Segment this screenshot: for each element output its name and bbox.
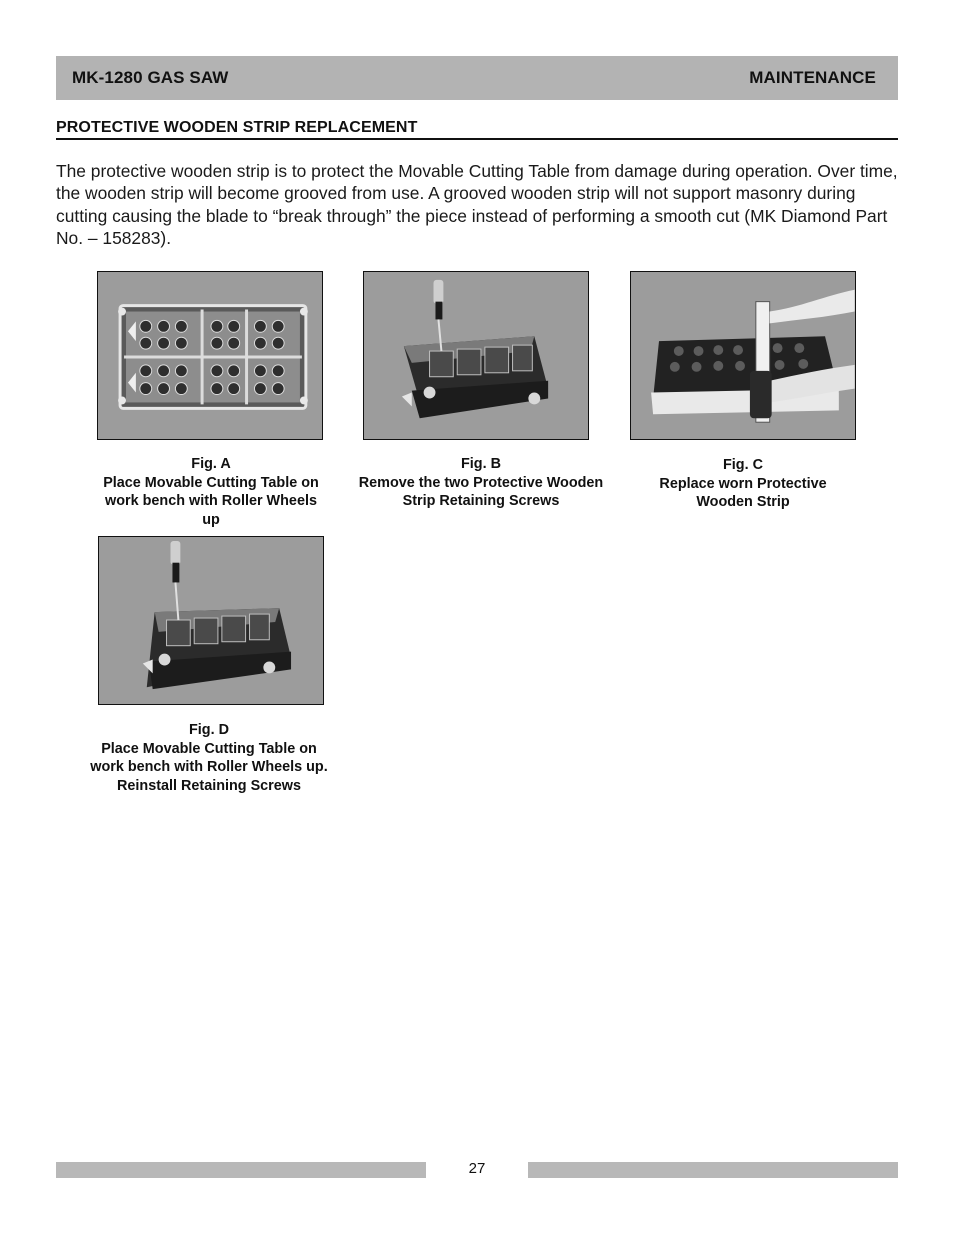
fig-c-label: Fig. C xyxy=(723,457,763,473)
fig-b-photo xyxy=(363,271,589,440)
fig-d-caption xyxy=(86,721,332,795)
fig-d-photo xyxy=(98,536,324,705)
header-model-title: MK-1280 GAS SAW xyxy=(72,68,229,87)
fig-b-caption xyxy=(358,455,604,511)
fig-a-caption-text: Place Movable Cutting Table on work bench with Roller Wheels up xyxy=(103,474,319,528)
section-title: PROTECTIVE WOODEN STRIP REPLACEMENT xyxy=(56,119,418,136)
replacing-wooden-strip-image xyxy=(631,272,855,439)
section-divider xyxy=(56,138,898,140)
fig-c-caption xyxy=(640,456,846,512)
fig-c-photo xyxy=(630,271,856,440)
header-bar xyxy=(56,56,898,100)
fig-c-caption-text: Replace worn Protective Wooden Strip xyxy=(659,475,827,511)
fig-b-label: Fig. B xyxy=(461,456,501,472)
body-paragraph: The protective wooden strip is to protect the Movable Cutting Table from damage during operation. Over time, the wooden strip will become grooved from use. A grooved wooden strip will not support masonry during cutting causing the blade to “break through” the piece instead of performing a smooth cut (MK Diamond Part No. – 158283). xyxy=(56,161,898,248)
fig-a-caption xyxy=(96,455,326,529)
fig-d-label: Fig. D xyxy=(189,722,229,738)
fig-d-caption-text: Place Movable Cutting Table on work bench with Roller Wheels up. Reinstall Retaining Screws xyxy=(90,740,328,794)
fig-a-label: Fig. A xyxy=(191,456,231,472)
removing-screws-image xyxy=(364,272,588,439)
header-section-name: MAINTENANCE xyxy=(749,68,876,87)
footer-bar-left xyxy=(56,1162,426,1178)
fig-a-photo xyxy=(97,271,323,440)
footer-bar-right xyxy=(528,1162,898,1178)
cutting-table-top-view-image xyxy=(98,272,322,439)
page-number: 27 xyxy=(468,1160,486,1177)
reinstalling-screws-image xyxy=(99,537,323,704)
fig-b-caption-text: Remove the two Protective Wooden Strip Retaining Screws xyxy=(358,474,604,510)
